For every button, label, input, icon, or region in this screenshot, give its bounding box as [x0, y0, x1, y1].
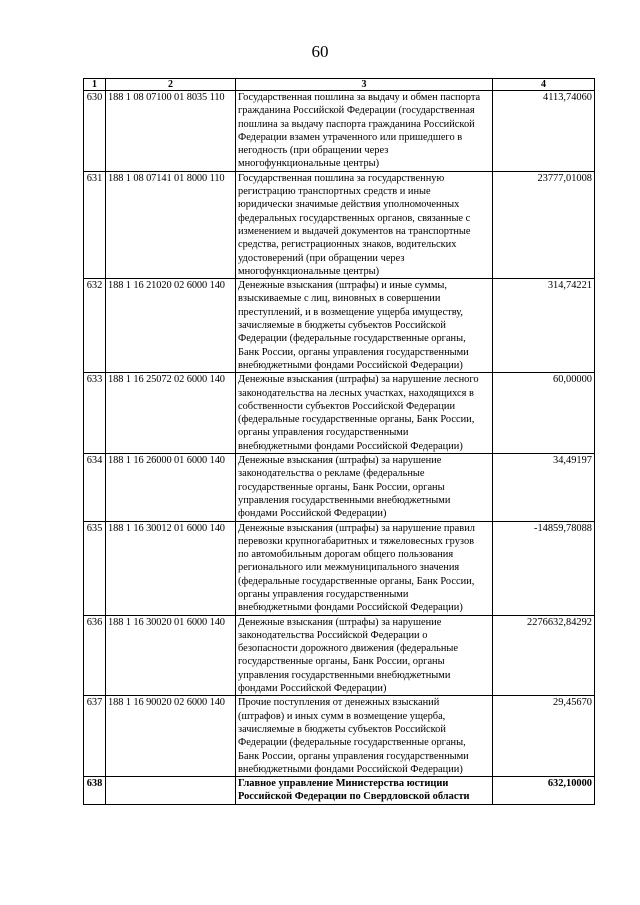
budget-code: 188 1 16 21020 02 6000 140 [106, 279, 236, 373]
table-row [84, 454, 595, 521]
budget-code: 188 1 16 30012 01 6000 140 [106, 521, 236, 615]
budget-code: 188 1 16 25072 02 6000 140 [106, 373, 236, 454]
row-description: Денежные взыскания (штрафы) за нарушение правил перевозки крупногабаритных и тяжеловесных грузов по автомобильным дорогам общего пользования регионального или межмуниципального значения (федеральные государственные органы, Банк России, органы управления государственными внебюджетными фондами Российской Федерации) [236, 521, 493, 615]
table-row [84, 777, 595, 805]
row-description: Денежные взыскания (штрафы) за нарушение законодательства о рекламе (федеральные государственные органы, Банк России, органы управления государственными внебюджетными фондами Российской Федерации) [236, 454, 493, 521]
budget-code: 188 1 08 07141 01 8000 110 [106, 171, 236, 278]
budget-code: 188 1 16 26000 01 6000 140 [106, 454, 236, 521]
row-number: 632 [84, 279, 106, 373]
row-amount: 632,10000 [493, 777, 595, 805]
column-header: 3 [236, 79, 493, 91]
row-number: 630 [84, 91, 106, 172]
table-row [84, 171, 595, 278]
table-row [84, 696, 595, 777]
budget-code: 188 1 16 90020 02 6000 140 [106, 696, 236, 777]
column-header: 2 [106, 79, 236, 91]
table-row [84, 279, 595, 373]
revenue-table [83, 78, 595, 805]
row-amount: 34,49197 [493, 454, 595, 521]
budget-code [106, 777, 236, 805]
row-number: 636 [84, 615, 106, 696]
table-row [84, 521, 595, 615]
table-row [84, 91, 595, 172]
row-number: 638 [84, 777, 106, 805]
column-header: 4 [493, 79, 595, 91]
row-description: Государственная пошлина за государственную регистрацию транспортных средств и иные юридически значимые действия уполномоченных федеральных государственных органов, связанные с изменением и выдачей документов на транспортные средства, регистрационных знаков, водительских удостоверений (при обращении через многофункциональные центры) [236, 171, 493, 278]
row-number: 633 [84, 373, 106, 454]
row-number: 631 [84, 171, 106, 278]
budget-code: 188 1 16 30020 01 6000 140 [106, 615, 236, 696]
row-description: Денежные взыскания (штрафы) за нарушение законодательства Российской Федерации о безопасности дорожного движения (федеральные государственные органы, Банк России, органы управления государственными внебюджетными фондами Российской Федерации) [236, 615, 493, 696]
row-description: Главное управление Министерства юстиции Российской Федерации по Свердловской области [236, 777, 493, 805]
row-description: Денежные взыскания (штрафы) и иные суммы, взыскиваемые с лиц, виновных в совершении преступлений, и в возмещение ущерба имуществу, зачисляемые в бюджеты субъектов Российской Федерации (федеральные государственные органы, Банк России, органы управления государственными внебюджетными фондами Российской Федерации) [236, 279, 493, 373]
row-description: Государственная пошлина за выдачу и обмен паспорта гражданина Российской Федерации (государственная пошлина за выдачу паспорта гражданина Российской Федерации взамен утраченного или пришедшего в негодность (при обращении через многофункциональные центры) [236, 91, 493, 172]
row-amount: 60,00000 [493, 373, 595, 454]
table-row [84, 615, 595, 696]
page-number: 60 [311, 42, 329, 61]
row-description: Денежные взыскания (штрафы) за нарушение лесного законодательства на лесных участках, находящихся в собственности субъектов Российской Федерации (федеральные государственные органы, Банк России, органы управления государственными внебюджетными фондами Российской Федерации) [236, 373, 493, 454]
column-header: 1 [84, 79, 106, 91]
row-number: 637 [84, 696, 106, 777]
table-row [84, 373, 595, 454]
row-amount: -14859,78088 [493, 521, 595, 615]
row-number: 635 [84, 521, 106, 615]
row-amount: 4113,74060 [493, 91, 595, 172]
row-amount: 314,74221 [493, 279, 595, 373]
row-amount: 29,45670 [493, 696, 595, 777]
table-header-row [84, 79, 595, 91]
budget-code: 188 1 08 07100 01 8035 110 [106, 91, 236, 172]
row-amount: 2276632,84292 [493, 615, 595, 696]
row-description: Прочие поступления от денежных взысканий (штрафов) и иных сумм в возмещение ущерба, зачисляемые в бюджеты субъектов Российской Федерации (федеральные государственные органы, Банк России, органы управления государственными внебюджетными фондами Российской Федерации) [236, 696, 493, 777]
row-amount: 23777,01008 [493, 171, 595, 278]
row-number: 634 [84, 454, 106, 521]
